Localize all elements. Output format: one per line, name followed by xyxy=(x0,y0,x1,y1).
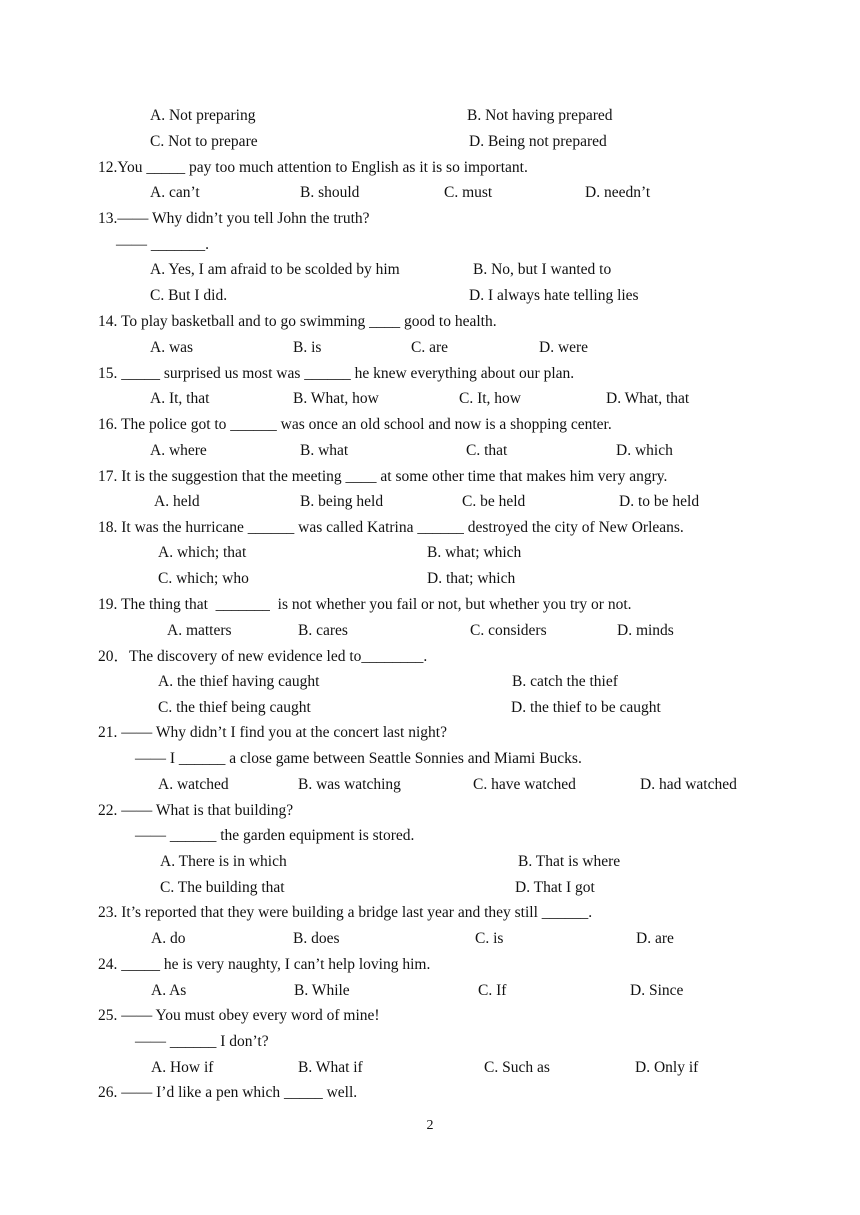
q22-option-c: C. The building that xyxy=(160,879,285,896)
q25-option-c: C. Such as xyxy=(484,1059,550,1076)
q19-stem: 19. The thing that _______ is not whether you fail or not, but whether you try or not. xyxy=(98,596,632,613)
q20-stem: 20．The discovery of new evidence led to________. xyxy=(98,648,428,665)
q18-option-c: C. which; who xyxy=(158,570,249,587)
q17-stem: 17. It is the suggestion that the meeting ____ at some other time that makes him very angry. xyxy=(98,468,668,485)
q19-option-a: A. matters xyxy=(167,622,232,639)
q14-option-d: D. were xyxy=(539,339,589,356)
q25-option-b: B. What if xyxy=(298,1059,363,1076)
q14-option-b: B. is xyxy=(293,339,322,356)
q25-option-a: A. How if xyxy=(151,1059,214,1076)
q13-option-d: D. I always hate telling lies xyxy=(469,287,639,304)
q20-option-d: D. the thief to be caught xyxy=(511,699,661,716)
q26-stem: 26. —— I’d like a pen which _____ well. xyxy=(98,1084,358,1101)
q23-option-b: B. does xyxy=(293,930,340,947)
q12-option-b: B. should xyxy=(300,184,360,201)
q21-option-d: D. had watched xyxy=(640,776,737,793)
q25-reply: —— ______ I don’t? xyxy=(135,1033,269,1050)
q20-option-c: C. the thief being caught xyxy=(158,699,311,716)
q15-option-d: D. What, that xyxy=(606,390,690,407)
q19-option-b: B. cares xyxy=(298,622,348,639)
q11-option-a: A. Not preparing xyxy=(150,107,256,124)
q21-stem: 21. —— Why didn’t I find you at the concert last night? xyxy=(98,724,447,741)
q21-option-c: C. have watched xyxy=(473,776,576,793)
q15-option-a: A. It, that xyxy=(150,390,210,407)
page-number: 2 xyxy=(426,1118,434,1133)
q22-option-b: B. That is where xyxy=(518,853,621,870)
q16-option-b: B. what xyxy=(300,442,349,459)
q13-reply: —— _______. xyxy=(116,236,209,253)
q21-reply: —— I ______ a close game between Seattle Sonnies and Miami Bucks. xyxy=(135,750,582,767)
q21-option-b: B. was watching xyxy=(298,776,401,793)
q21-option-a: A. watched xyxy=(158,776,229,793)
q12-stem: 12.You _____ pay too much attention to English as it is so important. xyxy=(98,159,528,176)
q24-option-b: B. While xyxy=(294,982,350,999)
q17-option-b: B. being held xyxy=(300,493,384,510)
q18-option-d: D. that; which xyxy=(427,570,516,587)
q24-stem: 24. _____ he is very naughty, I can’t help loving him. xyxy=(98,956,431,973)
q19-option-c: C. considers xyxy=(470,622,547,639)
q23-option-a: A. do xyxy=(151,930,186,947)
q19-option-d: D. minds xyxy=(617,622,674,639)
q18-option-a: A. which; that xyxy=(158,544,247,561)
q15-option-b: B. What, how xyxy=(293,390,379,407)
q20-option-a: A. the thief having caught xyxy=(158,673,320,690)
q11-option-d: D. Being not prepared xyxy=(469,133,607,150)
q22-stem: 22. —— What is that building? xyxy=(98,802,294,819)
q17-option-d: D. to be held xyxy=(619,493,700,510)
q18-option-b: B. what; which xyxy=(427,544,522,561)
q24-option-d: D. Since xyxy=(630,982,684,999)
q22-option-a: A. There is in which xyxy=(160,853,287,870)
q18-stem: 18. It was the hurricane ______ was called Katrina ______ destroyed the city of New Orleans. xyxy=(98,519,684,536)
q17-option-a: A. held xyxy=(154,493,200,510)
q13-stem: 13.—— Why didn’t you tell John the truth? xyxy=(98,210,370,227)
q12-option-a: A. can’t xyxy=(150,184,200,201)
q13-option-b: B. No, but I wanted to xyxy=(473,261,612,278)
q15-stem: 15. _____ surprised us most was ______ he knew everything about our plan. xyxy=(98,365,575,382)
q25-stem: 25. —— You must obey every word of mine! xyxy=(98,1007,380,1024)
q14-stem: 14. To play basketball and to go swimming ____ good to health. xyxy=(98,313,497,330)
q13-option-a: A. Yes, I am afraid to be scolded by him xyxy=(150,261,400,278)
q25-option-d: D. Only if xyxy=(635,1059,699,1076)
q24-option-a: A. As xyxy=(151,982,187,999)
q23-option-d: D. are xyxy=(636,930,674,947)
q11-option-b: B. Not having prepared xyxy=(467,107,613,124)
q16-stem: 16. The police got to ______ was once an old school and now is a shopping center. xyxy=(98,416,612,433)
q12-option-d: D. needn’t xyxy=(585,184,651,201)
q23-stem: 23. It’s reported that they were building a bridge last year and they still ______. xyxy=(98,904,593,921)
q20-option-b: B. catch the thief xyxy=(512,673,618,690)
q16-option-d: D. which xyxy=(616,442,673,459)
q24-option-c: C. If xyxy=(478,982,507,999)
q23-option-c: C. is xyxy=(475,930,504,947)
q17-option-c: C. be held xyxy=(462,493,526,510)
q12-option-c: C. must xyxy=(444,184,493,201)
q13-option-c: C. But I did. xyxy=(150,287,228,304)
q22-reply: —— ______ the garden equipment is stored. xyxy=(135,827,415,844)
q22-option-d: D. That I got xyxy=(515,879,595,896)
q14-option-a: A. was xyxy=(150,339,194,356)
q11-option-c: C. Not to prepare xyxy=(150,133,258,150)
q15-option-c: C. It, how xyxy=(459,390,521,407)
q16-option-c: C. that xyxy=(466,442,508,459)
q16-option-a: A. where xyxy=(150,442,207,459)
q14-option-c: C. are xyxy=(411,339,449,356)
